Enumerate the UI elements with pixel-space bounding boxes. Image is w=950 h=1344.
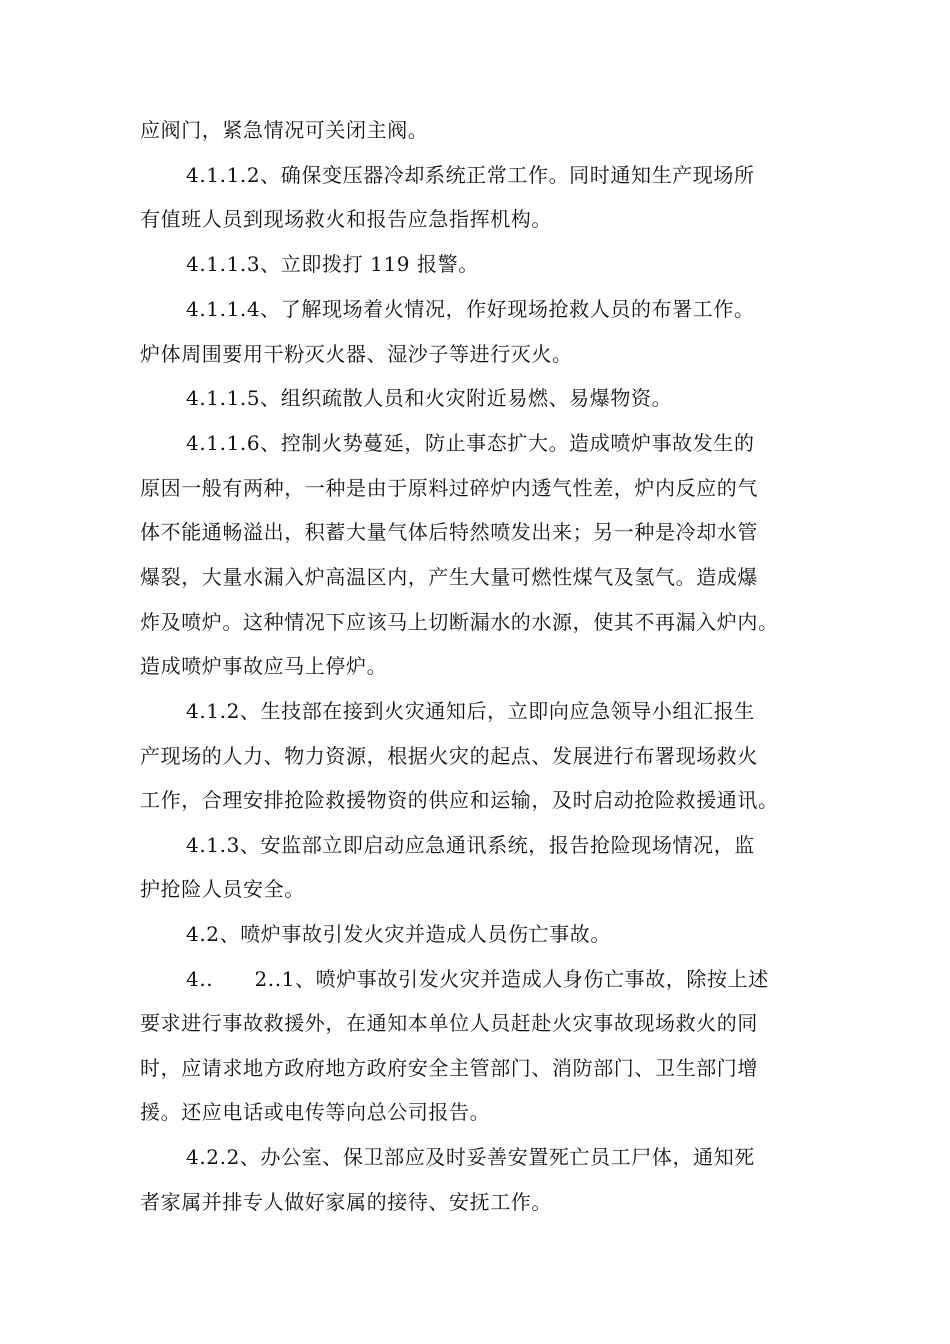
text-line: 4.. 2..1、喷炉事故引发火灾并造成人身伤亡事故，除按上述 (186, 967, 769, 991)
text-line: 援。还应电话或电传等向总公司报告。 (140, 1100, 491, 1124)
text-line: 4.1.3、安监部立即启动应急通讯系统，报告抢险现场情况，监 (186, 833, 755, 857)
text-line: 4.1.1.2、确保变压器冷却系统正常工作。同时通知生产现场所 (186, 163, 755, 187)
text-line: 4.1.1.4、了解现场着火情况，作好现场抢救人员的布署工作。 (186, 297, 755, 321)
text-line: 造成喷炉事故应马上停炉。 (140, 654, 388, 678)
text-line: 产现场的人力、物力资源，根据火灾的起点、发展进行布署现场救火 (140, 744, 758, 768)
text-line: 爆裂，大量水漏入炉高温区内，产生大量可燃性煤气及氢气。造成爆 (140, 565, 758, 589)
text-line: 4.2、喷炉事故引发火灾并造成人员伤亡事故。 (186, 922, 612, 946)
text-line: 工作，合理安排抢险救援物资的供应和运输，及时启动抢险救援通讯。 (140, 788, 779, 812)
text-line: 时，应请求地方政府地方政府安全主管部门、消防部门、卫生部门增 (140, 1056, 758, 1080)
text-line: 应阀门，紧急情况可关闭主阀。 (140, 118, 429, 142)
text-line: 4.1.2、生技部在接到火灾通知后，立即向应急领导小组汇报生 (186, 699, 755, 723)
text-line: 4.1.1.3、立即拨打 119 报警。 (186, 252, 479, 276)
text-line: 4.1.1.5、组织疏散人员和火灾附近易燃、易爆物资。 (186, 386, 673, 410)
text-line: 4.1.1.6、控制火势蔓延，防止事态扩大。造成喷炉事故发生的 (186, 431, 755, 455)
text-line: 原因一般有两种，一种是由于原料过碎炉内透气性差，炉内反应的气 (140, 476, 758, 500)
text-line: 4.2.2、办公室、保卫部应及时妥善安置死亡员工尸体，通知死 (186, 1145, 755, 1169)
text-line: 者家属并排专人做好家属的接待、安抚工作。 (140, 1190, 552, 1214)
text-line: 炉体周围要用干粉灭火器、湿沙子等进行灭火。 (140, 342, 573, 366)
text-line: 炸及喷炉。这种情况下应该马上切断漏水的水源，使其不再漏入炉内。 (140, 610, 779, 634)
text-line: 体不能通畅溢出，积蓄大量气体后特然喷发出来；另一种是冷却水管 (140, 520, 758, 544)
text-line: 要求进行事故救援外，在通知本单位人员赶赴火灾事故现场救火的同 (140, 1011, 758, 1035)
text-line: 护抢险人员安全。 (140, 877, 305, 901)
text-line: 有值班人员到现场救火和报告应急指挥机构。 (140, 207, 552, 231)
